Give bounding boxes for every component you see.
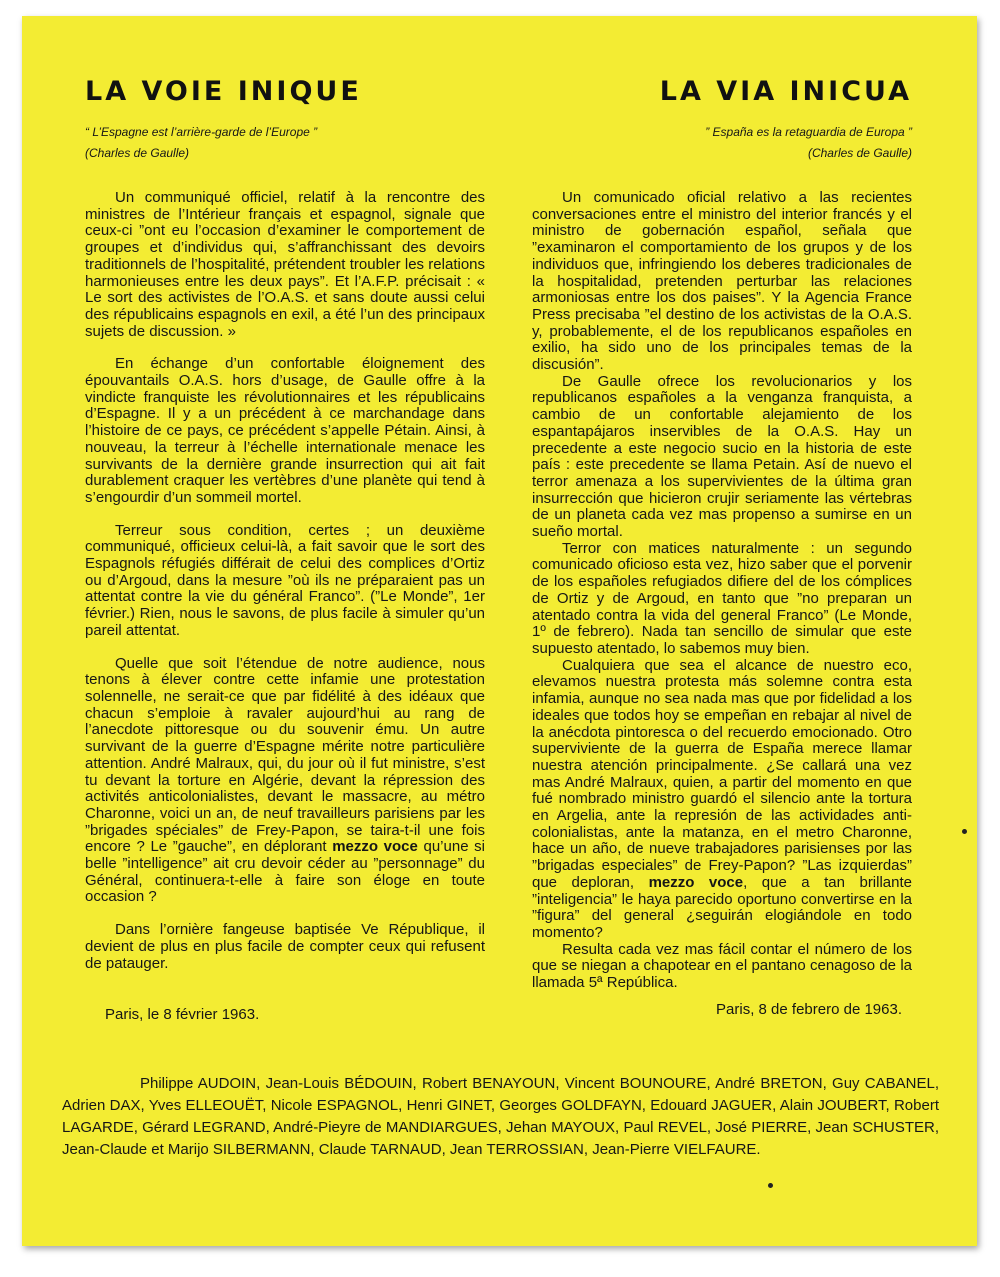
spanish-dateline: Paris, 8 de febrero de 1963. xyxy=(716,1001,902,1018)
french-paragraph: En échange d’un confortable éloignement des épouvantails O.A.S. hors d’usage, de Gaulle offre à la vindicte franquiste les révolutionnaires et les républicains d’Espagne. Il y a un précédent à ce marchandage dans l’histoire de ce pays, ce précédent s’appelle Pétain. Ainsi, à nouveau, la terreur à l’échelle internationale menace les survivants de la dernière grande insurrection qui ait fait durablement craquer les vertèbres d’une planète qui tend à s’engourdir d’un sommeil mortel. xyxy=(85,355,485,506)
spanish-epigraph xyxy=(705,122,912,164)
spanish-paragraph: Terror con matices naturalmente : un segundo comunicado oficioso esta vez, hizo saber que el porvenir de los españoles refugiados difiere del de los cómplices de Ortiz y de Argoud, en tanto que ”no preparan un atentado contra la vida del general Franco” (Le Monde, 1º de febrero). Nada tan sencillo de simular que este supuesto atentado, lo sabemos muy bien. xyxy=(532,539,912,657)
spanish-epigraph-author: (Charles de Gaulle) xyxy=(807,146,912,160)
spanish-title: LA VIA INICUA xyxy=(659,76,912,107)
spanish-epigraph-quote: ” España es la retaguardia de Europa ” xyxy=(705,125,912,139)
signatories-list: Philippe AUDOIN, Jean-Louis BÉDOUIN, Robert BENAYOUN, Vincent BOUNOURE, André BRETON, Guy CABANEL, Adrien DAX, Yves ELLEOUËT, Nicole ESPAGNOL, Henri GINET, Georges GOLDFAYN, Edouard JAGUER, Alain JOUBERT, Robert LAGARDE, Gérard LEGRAND, André-Pieyre de MANDIARGUES, Jehan MAYOUX, Paul REVEL, José PIERRE, Jean SCHUSTER, Jean-Claude et Marijo SILBERMANN, Claude TARNAUD, Jean TERROSSIAN, Jean-Pierre VIELFAURE. xyxy=(62,1075,939,1158)
print-mark xyxy=(962,829,967,834)
french-paragraph: Dans l’ornière fangeuse baptisée Ve République, il devient de plus en plus facile de compter ceux qui refusent de patauger. xyxy=(85,921,485,972)
spanish-paragraph xyxy=(532,658,912,942)
french-paragraph: Terreur sous condition, certes ; un deuxième communiqué, officieux celui-là, a fait savoir que le sort des Espagnols réfugiés différait de celui des complices d’Ortiz ou d’Argoud, dans la mesure ”où ils ne préparaient pas un attentat contre la vie du général Franco”. (”Le Monde”, 1er février.) Rien, nous le savons, de plus facile à simuler qu’un pareil attentat. xyxy=(85,521,485,639)
french-epigraph-quote: “ L’Espagne est l’arrière-garde de l’Europe ” xyxy=(85,125,318,139)
spanish-body xyxy=(532,190,912,992)
french-dateline: Paris, le 8 février 1963. xyxy=(105,1006,260,1023)
tract-sheet xyxy=(22,16,977,1246)
french-p4-text-end: qu’une si belle ”intelligence” ait cru devoir céder au ”personnage” du Général, continuera-t-elle à faire son éloge en toute occasion ? xyxy=(85,838,485,906)
french-p4-emphasis: mezzo voce xyxy=(332,838,418,856)
spanish-p4-text-end: , que a tan brillante ”inteligencia” le haya parecido oportuno convertirse en la ”figura” del general ¿seguirán elogiándole en todo momento? xyxy=(532,873,913,941)
french-paragraph: Un communiqué officiel, relatif à la rencontre des ministres de l’Intérieur français et espagnol, signale que ceux-ci ”ont eu l’occasion d’examiner le comportement de groupes et d’individus qui, s’affranchissant des devoirs traditionnels de l’hospitalité, prétendent troubler les relations harmonieuses entre les deux pays”. Et l’A.F.P. précisait : « Le sort des activistes de l’O.A.S. et sans doute aussi celui des républicains espagnols en exil, a été l’un des principaux sujets de discussion. » xyxy=(85,189,485,340)
spanish-paragraph: De Gaulle ofrece los revolucionarios y los republicanos españoles a la venganza franquista, a cambio de un confortable alejamiento de los espantapájaros inservibles de la O.A.S. Hay un precedente a este negocio sucio en la historia de este país : este precedente se llama Petain. Así de nuevo el terror amenaza a los supervivientes de la última gran insurrección que hicieron crujir seriamente las vértebras de un planeta cada vez mas propenso a sumirse en un sueño mortal. xyxy=(532,372,912,541)
french-p4-text: Quelle que soit l’étendue de notre audience, nous tenons à élever contre cette infamie une protestation solennelle, ne serait-ce que par fidélité à des idéaux que chacun s’emploie à ravaler aujourd’hui au rang de l’anecdote pittoresque ou du souvenir ému. Un autre survivant de la guerre d’Espagne mérite notre particulière attention. André Malraux, qui, du jour où il fut ministre, s’est tu devant la torture en Algérie, devant la répression des activités anticolonialistes, devant le massacre, au métro Charonne, voici un an, de neuf travailleurs parisiens par les ”brigades spéciales” de Frey-Papon, se taira-t-il une fois encore ? Le ”gauche”, en déplorant xyxy=(85,654,485,856)
french-body xyxy=(85,190,485,988)
spanish-p4-emphasis: mezzo voce xyxy=(648,873,744,891)
french-title: LA VOIE INIQUE xyxy=(85,76,362,107)
french-paragraph xyxy=(85,656,485,907)
french-epigraph xyxy=(85,122,317,164)
french-epigraph-author: (Charles de Gaulle) xyxy=(85,146,190,160)
spanish-p4-text: Cualquiera que sea el alcance de nuestro eco, elevamos nuestra protesta más solemne contra esta infamia, aunque no sea nada mas que por fidelidad a los ideales que todos hoy se empeñan en rebajar al nivel de la anécdota pintoresca o del recuerdo emocionado. Otro superviviente de la guerra de España merece llamar nuestra atención principalmente. ¿Se callará una vez mas André Malraux, quien, a partir del momento en que fué nombrado ministro guardó el silencio ante la tortura en Argelia, ante la represión de las actividades anti-colonialistas, ante la matanza, en el metro Charonne, hace un año, de nueve trabajadores parisienses por las ”brigadas especiales” de Frey-Papon? ”Las izquierdas” que deploran, xyxy=(532,656,912,891)
spanish-paragraph: Resulta cada vez mas fácil contar el número de los que se niegan a chapotear en el pantano cenagoso de la llamada 5ª República. xyxy=(532,940,912,992)
spanish-paragraph: Un comunicado oficial relativo a las recientes conversaciones entre el ministro del interior francés y el ministro de gobernación español, señala que ”examinaron el comportamiento de los grupos y de los individuos que, infringiendo los deberes tradicionales de la hospitalidad, pretenden perturbar las relaciones armoniosas entre los dos paises”. Y la Agencia France Press precisaba ”el destino de los activistas de la O.A.S. y, probablemente, el de los republicanos españoles en exilio, ha sido uno de los principales temas de la discusión”. xyxy=(532,189,912,374)
print-mark xyxy=(768,1183,773,1188)
